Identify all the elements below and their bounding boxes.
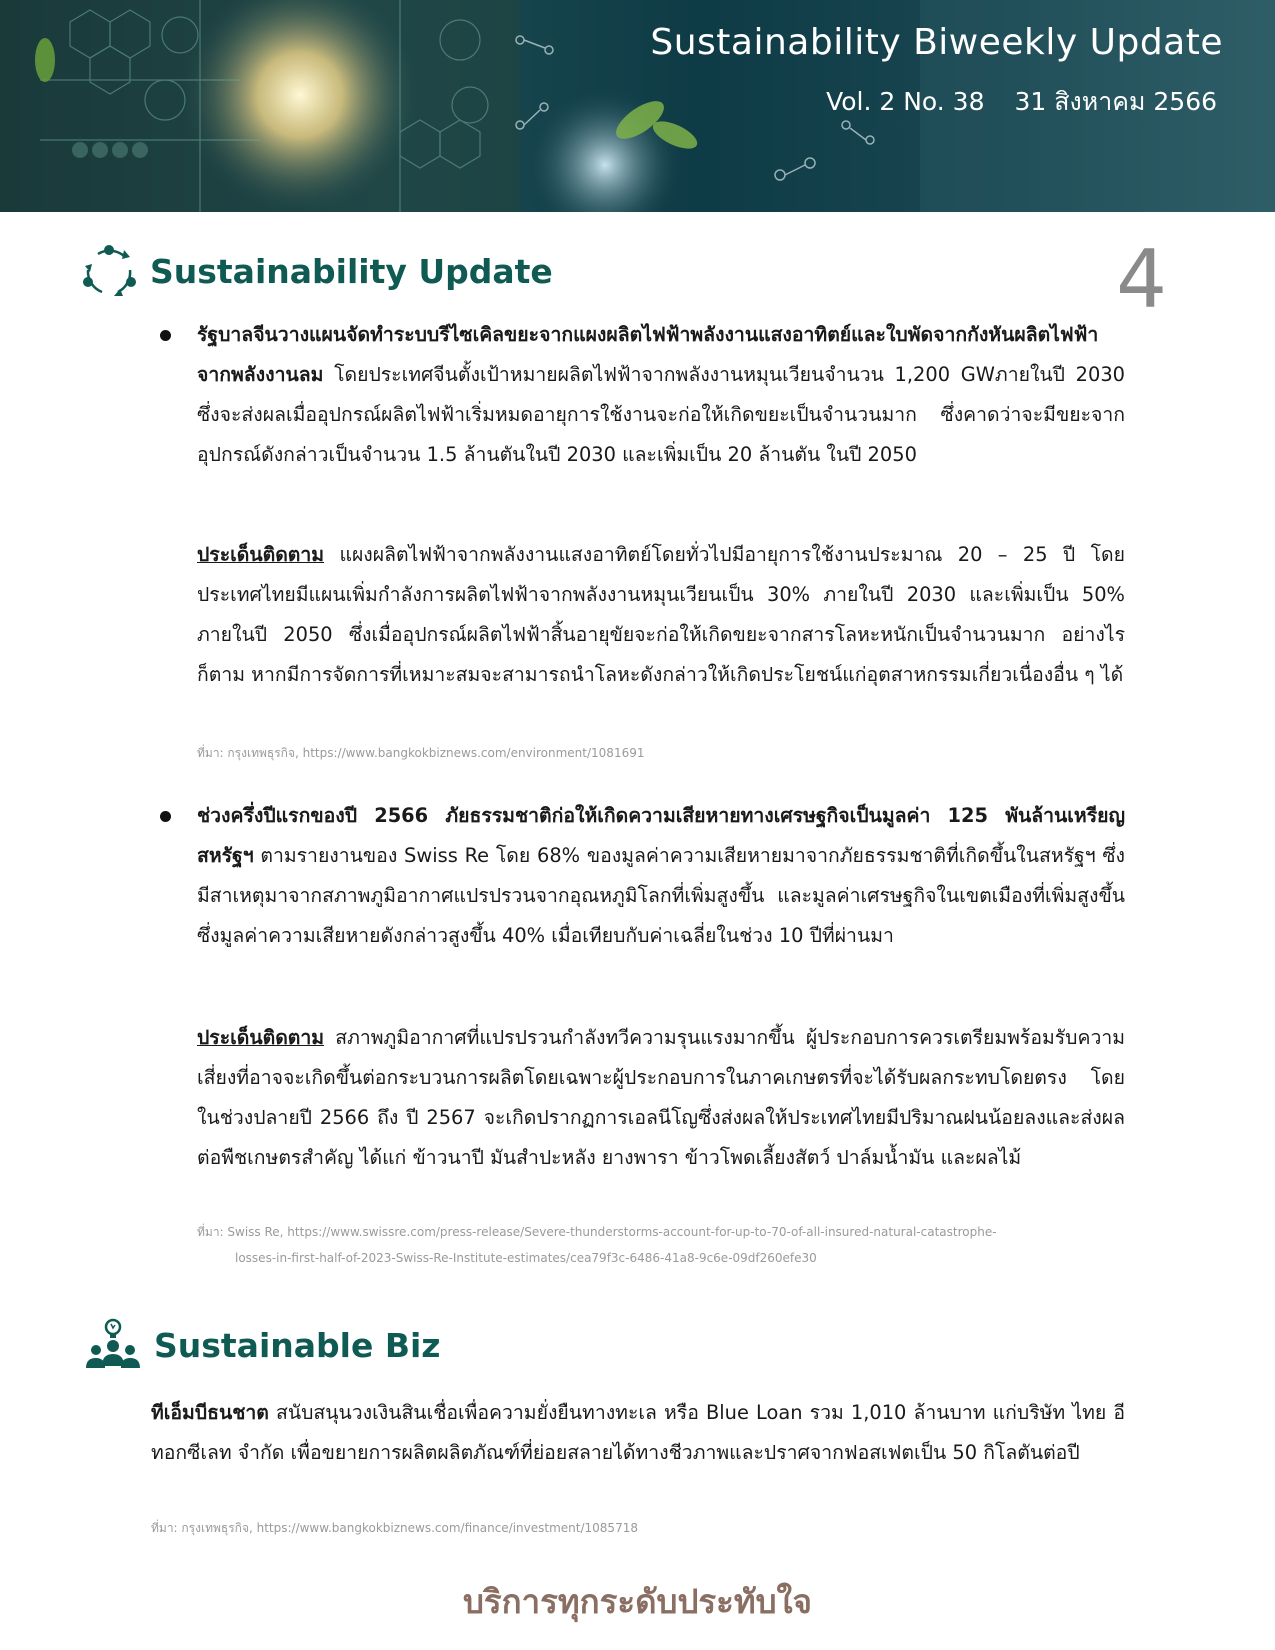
issue-date: 31 สิงหาคม 2566: [1014, 87, 1217, 116]
newsletter-title: Sustainability Biweekly Update: [650, 22, 1223, 63]
watch-point-2: [197, 1018, 1125, 1178]
source-citation: ที่มา: กรุงเทพธุรกิจ, https://www.bangkokbiznews.com/environment/1081691: [197, 746, 645, 760]
bullet-point: [160, 330, 171, 341]
biz-headline: ทีเอ็มบีธนชาต: [151, 1401, 269, 1424]
news-body: ตามรายงานของ Swiss Re โดย 68% ของมูลค่าความเสียหายมาจากภัยธรรมชาติที่เกิดขึ้นในสหรัฐฯ ซึ่งมีสาเหตุมาจากสภาพภูมิอากาศแปรปรวนจากอุณหภูมิโลกที่เพิ่มสูงขึ้น และมูลค่าเศรษฐกิจในเขตเมืองที่เพิ่มสูงขึ้น ซึ่งมูลค่าความเสียหายดังกล่าวสูงขึ้น 40% เมื่อเทียบกับค่าเฉลี่ยในช่วง 10 ปีที่ผ่านมา: [197, 844, 1125, 947]
news-body: โดยประเทศจีนตั้งเป้าหมายผลิตไฟฟ้าจากพลังงานหมุนเวียนจำนวน 1,200 GWภายในปี 2030 ซึ่งจะส่งผลเมื่ออุปกรณ์ผลิตไฟฟ้าเริ่มหมดอายุการใช้งานจะก่อให้เกิดขยะเป็นจำนวนมาก ซึ่งคาดว่าจะมีขยะจากอุปกรณ์ดังกล่าวเป็นจำนวน 1.5 ล้านตันในปี 2030 และเพิ่มเป็น 20 ล้านตัน ในปี 2050: [197, 363, 1125, 466]
issue-info: [826, 82, 1217, 122]
source-citation: ที่มา: กรุงเทพธุรกิจ, https://www.bangkokbiznews.com/finance/investment/1085718: [151, 1521, 638, 1535]
header-banner: [0, 0, 1275, 212]
watch-label: ประเด็นติดตาม: [197, 543, 325, 566]
watch-label: ประเด็นติดตาม: [197, 1026, 325, 1049]
footer-slogan: บริการทุกระดับประทับใจ: [462, 1582, 812, 1621]
news-item-2: [197, 796, 1125, 956]
team-idea-icon: [84, 1316, 142, 1374]
recycle-cycle-icon: [80, 242, 138, 300]
news-headline: ช่วงครึ่งปีแรกของปี 2566 ภัยธรรมชาติก่อให้เกิดความเสียหายทางเศรษฐกิจเป็นมูลค่า 125 พันล้านเหรียญสหรัฐฯ: [197, 804, 1125, 867]
section-title: Sustainability Update: [150, 251, 553, 291]
watch-text: สภาพภูมิอากาศที่แปรปรวนกำลังทวีความรุนแรงมากขึ้น ผู้ประกอบการควรเตรียมพร้อมรับความเสี่ยงที่อาจจะเกิดขึ้นต่อกระบวนการผลิตโดยเฉพาะผู้ประกอบการในภาคเกษตรที่จะได้รับผลกระทบโดยตรง โดยในช่วงปลายปี 2566 ถึง ปี 2567 จะเกิดปรากฏการเอลนีโญซึ่งส่งผลให้ประเทศไทยมีปริมาณฝนน้อยลงและส่งผลต่อพืชเกษตรสำคัญ ได้แก่ ข้าวนาปี มันสำปะหลัง ยางพารา ข้าวโพดเลี้ยงสัตว์ ปาล์มน้ำมัน และผลไม้: [197, 1026, 1125, 1169]
page-number: 4: [1116, 233, 1167, 326]
section-title: Sustainable Biz: [154, 1325, 441, 1365]
bullet-point: [160, 811, 171, 822]
source-citation: ที่มา: Swiss Re, https://www.swissre.com/press-release/Severe-thunderstorms-account-for-up-to-70-of-all-insured-natural-catastrophe-: [197, 1225, 997, 1239]
biz-item: [151, 1393, 1125, 1473]
news-headline: รัฐบาลจีนวางแผนจัดทำระบบรีไซเคิลขยะจากแผงผลิตไฟฟ้าพลังงานแสงอาทิตย์และใบพัดจากกังหันผลิตไฟฟ้าจากพลังงานลม: [197, 323, 1099, 386]
volume-number: Vol. 2 No. 38: [826, 87, 985, 116]
source-citation-continued: losses-in-first-half-of-2023-Swiss-Re-Institute-estimates/cea79f3c-6486-41a8-9c6e-09df260efe30: [235, 1251, 817, 1265]
section-heading-sustainable-biz: [84, 1316, 441, 1374]
watch-point-1: [197, 535, 1125, 695]
biz-body: สนับสนุนวงเงินสินเชื่อเพื่อความยั่งยืนทางทะเล หรือ Blue Loan รวม 1,010 ล้านบาท แก่บริษัท ไทย อีทอกซีเลท จำกัด เพื่อขยายการผลิตผลิตภัณฑ์ที่ย่อยสลายได้ทางชีวภาพและปราศจากฟอสเฟตเป็น 50 กิโลตันต่อปี: [151, 1401, 1125, 1464]
watch-text: แผงผลิตไฟฟ้าจากพลังงานแสงอาทิตย์โดยทั่วไปมีอายุการใช้งานประมาณ 20 – 25 ปี โดยประเทศไทยมีแผนเพิ่มกำลังการผลิตไฟฟ้าจากพลังงานหมุนเวียนเป็น 30% ภายในปี 2030 และเพิ่มเป็น 50% ภายในปี 2050 ซึ่งเมื่ออุปกรณ์ผลิตไฟฟ้าสิ้นอายุขัยจะก่อให้เกิดขยะจากสารโลหะหนักเป็นจำนวนมาก อย่างไรก็ตาม หากมีการจัดการที่เหมาะสมจะสามารถนำโลหะดังกล่าวให้เกิดประโยชน์แก่อุตสาหกรรมเกี่ยวเนื่องอื่น ๆ ได้: [197, 543, 1125, 686]
section-heading-sustainability-update: [80, 242, 553, 300]
news-item-1: [197, 315, 1125, 475]
